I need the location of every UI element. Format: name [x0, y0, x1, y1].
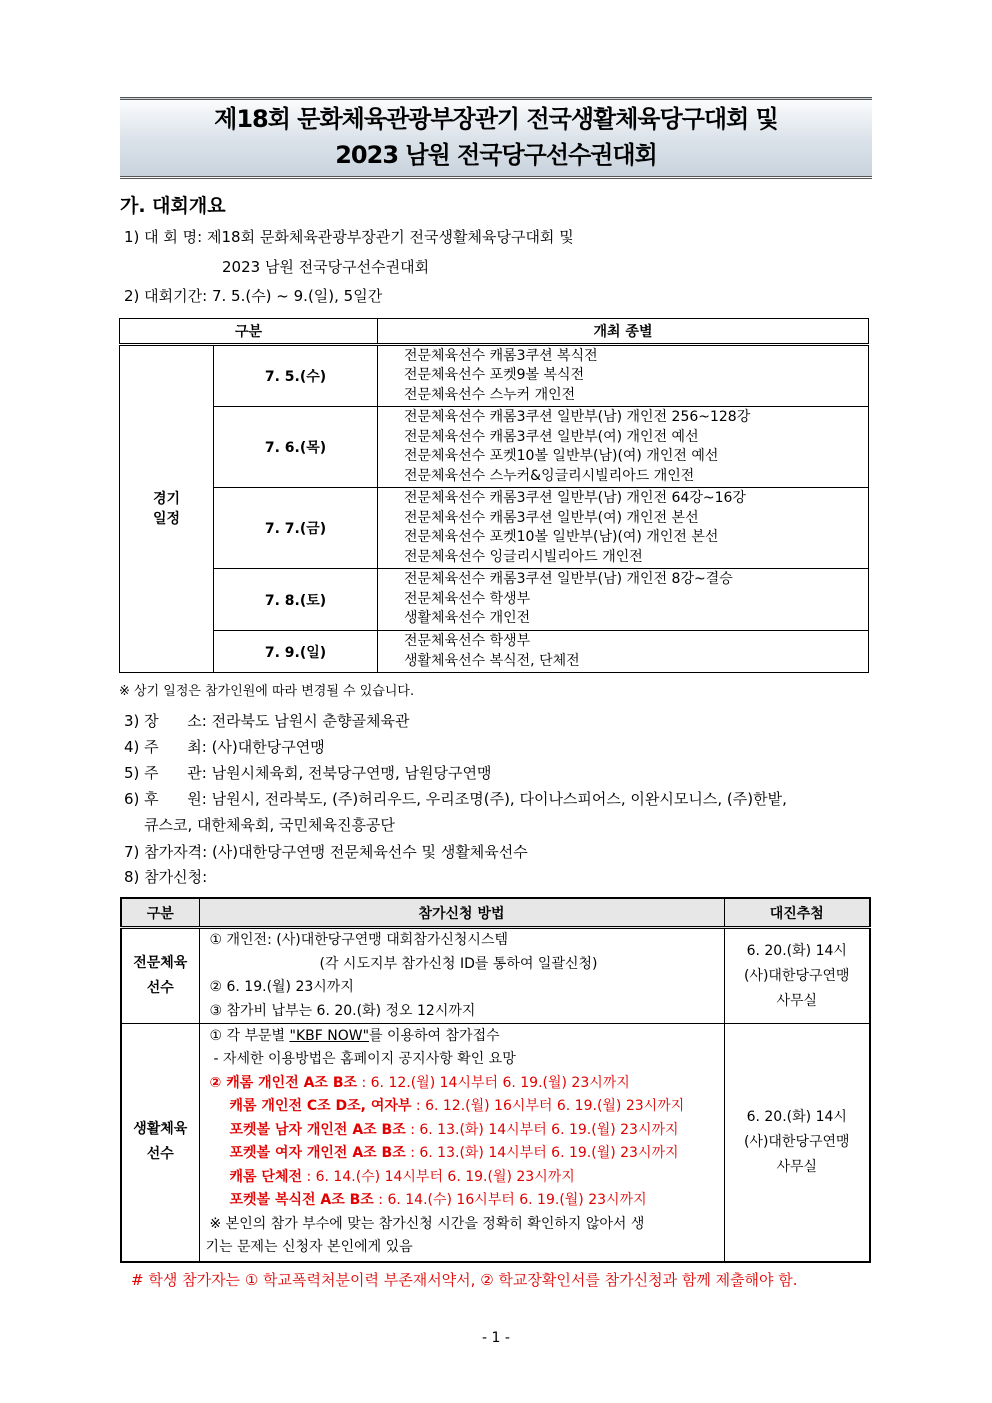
schedule-table — [119, 318, 869, 673]
page-number: - 1 - — [482, 1330, 510, 1346]
method-text: : 6. 13.(화) 14시부터 6. 19.(월) 23시까지 — [405, 1121, 679, 1138]
method-line-red — [206, 1142, 724, 1166]
method-line-red — [206, 1166, 724, 1190]
schedule-note: ※ 상기 일정은 참가인원에 따라 변경될 수 있습니다. — [119, 684, 415, 699]
overview-item-1-label: 1) 대 회 명: — [124, 228, 203, 246]
section-title: 가. 대회개요 — [120, 195, 226, 217]
event-item: 전문체육선수 포켓10볼 일반부(남)(여) 개인전 예선 — [404, 448, 719, 464]
event-item: 전문체육선수 포켓9볼 복식전 — [404, 367, 585, 384]
detail-registration: 8) 참가신청: — [124, 868, 208, 886]
event-item: 전문체육선수 캐롬3쿠션 일반부(남) 개인전 8강~결승 — [404, 571, 733, 588]
method-note: 기는 문제는 신청자 본인에게 있음 — [205, 1239, 413, 1256]
title-line-1: 제18회 문화체육관광부장관기 전국생활체육당구대회 및 — [214, 105, 778, 133]
overview-item-1-value-2: 2023 남원 전국당구선수권대회 — [222, 258, 430, 276]
registration-pro-draw: 6. 20.(화) 14시 (사)대한당구연맹 사무실 — [724, 928, 870, 1024]
method-line — [206, 1025, 724, 1049]
event-item: 전문체육선수 스누커 개인전 — [404, 386, 576, 403]
event-item: 전문체육선수 잉글리시빌리아드 개인전 — [404, 548, 643, 565]
method-text: ① 각 부문별 — [209, 1027, 290, 1044]
method-line-red — [206, 1095, 724, 1119]
method-line-red — [206, 1189, 724, 1213]
schedule-events — [378, 407, 869, 488]
event-item: 전문체육선수 포켓10볼 일반부(남)(여) 개인전 본선 — [404, 529, 719, 545]
overview-item-1 — [124, 226, 574, 247]
method-line: ② 6. 19.(월) 23시까지 — [209, 979, 354, 995]
event-item: 생활체육선수 개인전 — [404, 610, 531, 627]
schedule-date: 7. 9.(일) — [214, 631, 378, 673]
registration-header-division: 구분 — [121, 898, 199, 928]
method-line-red — [206, 1072, 724, 1096]
method-text: 를 이용하여 참가접수 — [369, 1027, 500, 1044]
method-text: : 6. 14.(수) 16시부터 6. 19.(월) 23시까지 — [373, 1192, 647, 1209]
method-bold: 포켓볼 복식전 A조 B조 — [229, 1192, 374, 1209]
schedule-events — [378, 569, 869, 631]
registration-header-method: 참가신청 방법 — [199, 898, 724, 928]
kbf-now-text: "KBF NOW" — [289, 1027, 370, 1044]
method-note: ※ 본인의 참가 부수에 맞는 참가신청 시간을 정확히 확인하지 않아서 생 — [209, 1215, 645, 1232]
method-bold: 포켓볼 여자 개인전 A조 B조 — [229, 1145, 406, 1162]
event-item: 전문체육선수 학생부 — [404, 590, 531, 607]
method-bold: 캐롬 개인전 C조 D조, 여자부 — [229, 1098, 412, 1115]
method-text: : 6. 13.(화) 14시부터 6. 19.(월) 23시까지 — [405, 1145, 679, 1162]
method-text: : 6. 12.(월) 16시부터 6. 19.(월) 23시까지 — [411, 1098, 685, 1115]
document-title — [120, 97, 872, 179]
method-line: ① 개인전: (사)대한당구연맹 대회참가신청시스템 — [209, 932, 508, 948]
method-text: : 6. 14.(수) 14시부터 6. 19.(월) 23시까지 — [302, 1168, 575, 1185]
method-text: : 6. 12.(월) 14시부터 6. 19.(월) 23시까지 — [357, 1074, 630, 1091]
registration-table — [120, 897, 871, 1263]
method-line-red — [206, 1119, 724, 1143]
event-item: 생활체육선수 복식전, 단체전 — [404, 652, 580, 669]
method-line: ③ 참가비 납부는 6. 20.(화) 정오 12시까지 — [209, 1002, 476, 1019]
method-line: (각 시도지부 참가신청 ID를 통하여 일괄신청) — [319, 955, 598, 972]
event-item: 전문체육선수 캐롬3쿠션 일반부(남) 개인전 256~128강 — [404, 409, 751, 425]
detail-organizer: 5) 주 관: 남원시체육회, 전북당구연맹, 남원당구연맹 — [124, 764, 492, 782]
overview-item-1-value: 제18회 문화체육관광부장관기 전국생활체육당구대회 및 — [207, 228, 574, 246]
schedule-events — [378, 488, 869, 569]
method-bold: 캐롬 단체전 — [229, 1168, 302, 1185]
event-item: 전문체육선수 캐롬3쿠션 복식전 — [404, 347, 598, 364]
registration-amateur-label: 생활체육 선수 — [121, 1024, 199, 1262]
schedule-header-events: 개최 종별 — [378, 319, 869, 345]
method-bold: 포켓볼 남자 개인전 A조 B조 — [229, 1121, 406, 1138]
footer-note: # 학생 참가자는 ① 학교폭력처분이력 부존재서약서, ② 학교장확인서를 참가신청과 함께 제출해야 함. — [131, 1271, 798, 1289]
event-item: 전문체육선수 캐롬3쿠션 일반부(여) 개인전 본선 — [404, 509, 699, 526]
schedule-date: 7. 6.(목) — [214, 407, 378, 488]
schedule-events — [378, 631, 869, 673]
event-item: 전문체육선수 학생부 — [404, 633, 531, 649]
schedule-date: 7. 5.(수) — [214, 345, 378, 407]
detail-eligibility: 7) 참가자격: (사)대한당구연맹 전문체육선수 및 생활체육선수 — [124, 843, 528, 861]
title-line-2: 2023 남원 전국당구선수권대회 — [335, 141, 657, 169]
registration-amateur-method — [199, 1024, 724, 1262]
registration-pro-label: 전문체육 선수 — [121, 928, 199, 1024]
registration-amateur-draw: 6. 20.(화) 14시 (사)대한당구연맹 사무실 — [724, 1024, 870, 1262]
overview-item-2: 2) 대회기간: 7. 5.(수) ~ 9.(일), 5일간 — [124, 287, 383, 305]
registration-header-draw: 대진추첨 — [724, 898, 870, 928]
schedule-events — [378, 345, 869, 407]
detail-host: 4) 주 최: (사)대한당구연맹 — [124, 738, 325, 756]
registration-pro-method — [199, 928, 724, 1024]
detail-venue: 3) 장 소: 전라북도 남원시 춘향골체육관 — [124, 712, 410, 730]
detail-sponsor-cont: 큐스코, 대한체육회, 국민체육진흥공단 — [144, 816, 395, 834]
method-bold: ② 캐롬 개인전 A조 B조 — [209, 1074, 358, 1091]
detail-sponsor: 6) 후 원: 남원시, 전라북도, (주)허리우드, 우리조명(주), 다이나스피어스, 이완시모니스, (주)한밭, — [124, 790, 787, 808]
schedule-row-label: 경기 일정 — [120, 345, 214, 673]
schedule-date: 7. 7.(금) — [214, 488, 378, 569]
method-line: - 자세한 이용방법은 홈페이지 공지사항 확인 요망 — [213, 1051, 516, 1068]
event-item: 전문체육선수 캐롬3쿠션 일반부(여) 개인전 예선 — [404, 428, 699, 445]
schedule-date: 7. 8.(토) — [214, 569, 378, 631]
schedule-header-division: 구분 — [120, 319, 378, 345]
event-item: 전문체육선수 캐롬3쿠션 일반부(남) 개인전 64강~16강 — [404, 490, 746, 506]
event-item: 전문체육선수 스누커&잉글리시빌리아드 개인전 — [404, 467, 695, 484]
